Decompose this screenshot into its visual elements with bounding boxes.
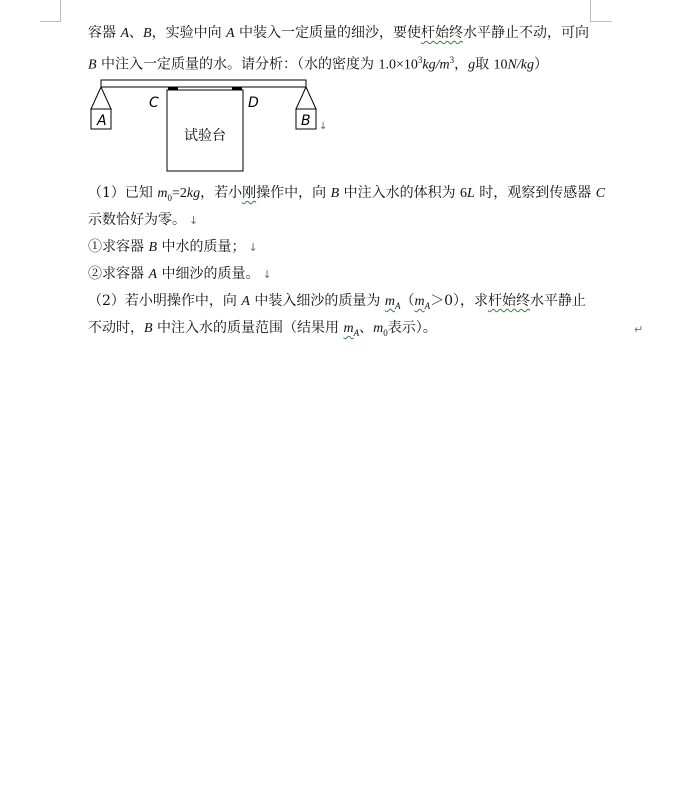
var-C: C (595, 186, 606, 201)
text-line-q2-cont (88, 318, 437, 343)
paragraph-arrow: ↓ (319, 121, 328, 132)
hanger-b (296, 87, 316, 109)
text-line-q1-cont (88, 210, 198, 231)
text-run: 中注入水的质量范围（结果用 (152, 320, 344, 336)
var-m: m (343, 321, 354, 336)
container-b-label: B (301, 113, 311, 129)
paragraph-arrow: ↓ (189, 214, 199, 227)
text-line-q1-sub2 (88, 264, 272, 285)
text-run: 、 (359, 320, 374, 336)
subscript-A: A (394, 300, 401, 311)
container-a-label: A (97, 113, 107, 129)
subscript-A: A (353, 327, 360, 338)
density-unit-exponent: 3 (449, 55, 455, 65)
text-line-q1 (88, 183, 605, 208)
text-run: 中细沙的质量。 (157, 266, 260, 282)
subscript-A: A (424, 300, 431, 311)
test-stand-label: 试验台 (184, 128, 226, 144)
label-c: C (149, 95, 159, 111)
volume-unit: L (467, 186, 475, 201)
var-B: B (330, 186, 340, 201)
text-run: ， (454, 56, 469, 73)
inequality: ＞0 (430, 293, 453, 309)
text-run: ②求容器 (88, 266, 149, 282)
text-run: 表示）。 (387, 320, 437, 336)
var-B: B (144, 321, 153, 336)
var-m: m (384, 294, 395, 309)
var-A: A (226, 26, 235, 41)
spellcheck-underlined-text[interactable]: 杆始终 (421, 25, 464, 41)
text-run: 、 (129, 25, 144, 41)
text-run: （2）若小明操作中，向 (88, 293, 242, 309)
spellcheck-underlined-text[interactable]: 杆始终 (488, 293, 530, 309)
var-B: B (88, 57, 97, 73)
subscript-0: 0 (167, 192, 172, 203)
lever-diagram (88, 76, 328, 176)
var-B: B (148, 240, 158, 255)
var-m: m (157, 186, 168, 201)
density-value: 1.0×10 (378, 57, 418, 73)
var-A: A (120, 26, 130, 41)
text-run: 取 (475, 56, 494, 73)
text-run: 不动时， (88, 320, 144, 336)
paragraph-arrow: ↓ (248, 241, 258, 254)
text-line-q1-sub1 (88, 237, 258, 258)
margin-corner-left-horizontal (40, 21, 61, 22)
text-run: （ (400, 293, 415, 309)
text-line-intro (88, 23, 589, 44)
var-m: m (373, 321, 384, 336)
var-A: A (241, 294, 250, 309)
margin-corner-right-horizontal (590, 21, 612, 22)
text-run: 中注入水的体积为 (339, 185, 461, 201)
volume-value: 6 (460, 186, 468, 201)
spellcheck-underlined-text[interactable]: 刚 (242, 185, 257, 201)
text-run: 中注入一定质量的水。请分析：（水的密度为 (96, 56, 379, 73)
text-run: 中装入一定质量的细沙，要使 (234, 25, 422, 41)
text-run: 操作中，向 (256, 185, 331, 201)
density-unit: kg/m (422, 57, 450, 73)
paragraph-arrow: ↓ (262, 268, 272, 281)
text-run: ①求容器 (88, 239, 149, 255)
paragraph-end-mark: ↵ (634, 323, 644, 336)
text-run: 示数恰好为零。 (88, 212, 186, 228)
text-run: ），求 (453, 293, 488, 309)
var-g: g (468, 57, 476, 73)
text-run: （1）已知 (88, 185, 158, 201)
density-exponent: 3 (417, 55, 423, 65)
m0-unit: kg (186, 186, 201, 201)
text-run: ，若小 (200, 185, 243, 201)
text-run: ，实验中向 (151, 25, 227, 41)
text-run: 中水的质量； (157, 239, 246, 255)
text-run: 水平静止 (530, 293, 586, 309)
text-run: 时，观察到传感器 (474, 185, 596, 201)
label-d: D (248, 95, 259, 111)
subscript-0: 0 (383, 327, 388, 338)
g-value: 10 (493, 57, 508, 73)
var-A: A (148, 267, 158, 282)
m0-value: =2 (171, 186, 187, 201)
g-unit: N/kg (507, 57, 534, 73)
text-line-q2 (88, 291, 586, 316)
hanger-a (91, 87, 111, 109)
margin-corner-left-vertical (60, 0, 61, 21)
text-run: ） (534, 56, 548, 73)
text-run: 中装入细沙的质量为 (249, 293, 385, 309)
text-run: 容器 (88, 25, 121, 41)
text-run: 水平静止不动，可向 (463, 25, 590, 41)
text-line-intro-2 (88, 50, 548, 76)
margin-corner-right-vertical (590, 0, 591, 21)
var-m: m (414, 294, 425, 309)
var-B: B (143, 26, 152, 41)
lever-bar (101, 80, 306, 87)
